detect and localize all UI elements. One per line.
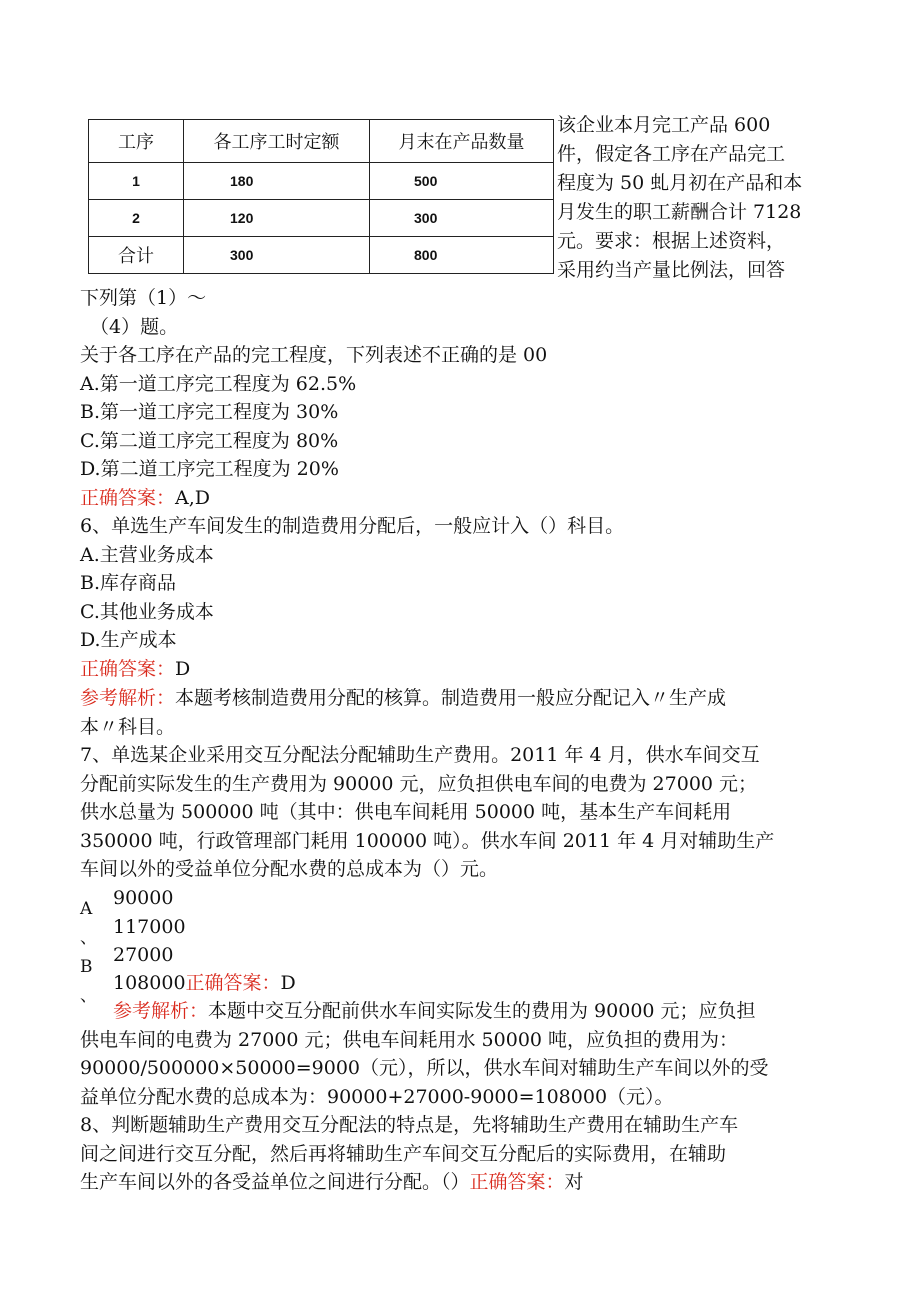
analysis-line — [80, 686, 726, 710]
option-c: C.其他业务成本 — [80, 601, 214, 623]
option-value: 117000 — [113, 916, 186, 938]
question-text: 间之间进行交互分配，然后再将辅助生产车间交互分配后的实际费用，在辅助 — [80, 1143, 727, 1165]
table-cell: 800 — [370, 237, 554, 274]
question-text: 生产车间以外的各受益单位之间进行分配。（） — [80, 1171, 470, 1193]
answer-label: 正确答案： — [80, 487, 176, 509]
question-text: 车间以外的受益单位分配水费的总成本为（）元。 — [80, 858, 499, 880]
option-b: B.库存商品 — [80, 572, 177, 594]
analysis-line: 90000/500000×50000=9000（元），所以，供水车间对辅助生产车间以外的受 — [80, 1057, 769, 1079]
analysis-text: 本题考核制造费用分配的核算。制造费用一般应分配记入〃生产成 — [175, 687, 727, 709]
option-d: D.第二道工序完工程度为 20% — [80, 458, 339, 480]
table-row — [89, 200, 554, 237]
analysis-line: 本〃科目。 — [80, 716, 176, 738]
answer-label: 正确答案： — [80, 658, 176, 680]
table-header-cell: 月末在产品数量 — [370, 120, 554, 163]
option-a: A.第一道工序完工程度为 62.5% — [80, 373, 357, 395]
analysis-line — [113, 999, 756, 1023]
analysis-label: 参考解析： — [113, 1000, 209, 1022]
analysis-line: 供电车间的电费为 27000 元；供电车间耗用水 50000 吨，应负担的费用为： — [80, 1029, 739, 1051]
option-d: D.生产成本 — [80, 629, 177, 651]
answer-label: 正确答案： — [469, 1171, 565, 1193]
intro-line: 月发生的职工薪酬合计 7128 — [557, 201, 802, 223]
table-cell: 2 — [89, 200, 184, 237]
option-c: C.第二道工序完工程度为 80% — [80, 430, 339, 452]
option-letter: A — [80, 899, 93, 919]
table-cell: 500 — [370, 163, 554, 200]
intro-line: （4）题。 — [90, 316, 179, 338]
question-text: 分配前实际发生的生产费用为 90000 元，应负担供电车间的电费为 27000 元； — [80, 773, 758, 795]
answer-line — [80, 1170, 584, 1194]
answer-value: D — [175, 658, 191, 680]
question-text: 8、判断题辅助生产费用交互分配法的特点是，先将辅助生产费用在辅助生产车 — [80, 1114, 739, 1136]
table-header-cell: 工序 — [89, 120, 184, 163]
question-text: 7、单选某企业采用交互分配法分配辅助生产费用。2011 年 4 月，供水车间交互 — [80, 744, 760, 766]
process-table — [88, 119, 554, 274]
question-text: 350000 吨，行政管理部门耗用 100000 吨）。供水车间 2011 年 4 月对辅助生产 — [80, 830, 775, 852]
analysis-label: 参考解析： — [80, 687, 176, 709]
table-cell: 120 — [184, 200, 370, 237]
intro-line: 采用约当产量比例法，回答 — [557, 259, 786, 281]
answer-value: D — [280, 972, 296, 994]
option-separator: 、 — [80, 986, 97, 1006]
option-value: 108000 — [113, 972, 186, 994]
question-text: 供水总量为 500000 吨（其中：供电车间耗用 50000 吨，基本生产车间耗用 — [80, 801, 732, 823]
option-a: A.主营业务成本 — [80, 544, 214, 566]
intro-line: 该企业本月完工产品 600 — [557, 114, 771, 136]
answer-value: 对 — [564, 1171, 584, 1193]
table-header-row — [89, 120, 554, 163]
question-text: 关于各工序在产品的完工程度，下列表述不正确的是 00 — [80, 344, 548, 366]
answer-label: 正确答案： — [185, 972, 281, 994]
option-b: B.第一道工序完工程度为 30% — [80, 401, 339, 423]
table-cell: 合计 — [89, 237, 184, 274]
answer-line — [80, 486, 210, 510]
analysis-text: 本题中交互分配前供水车间实际发生的费用为 90000 元；应负担 — [208, 1000, 756, 1022]
table-header-cell: 各工序工时定额 — [184, 120, 370, 163]
option-letter: B — [80, 957, 93, 977]
table-cell: 300 — [184, 237, 370, 274]
intro-line: 程度为 50 虬月初在产品和本 — [557, 172, 803, 194]
intro-line: 元。要求：根据上述资料， — [557, 230, 786, 252]
question-text: 6、单选生产车间发生的制造费用分配后，一般应计入（）科目。 — [80, 515, 625, 537]
analysis-line: 益单位分配水费的总成本为：90000+27000-9000=108000（元）。 — [80, 1086, 674, 1108]
table-row — [89, 237, 554, 274]
answer-line — [80, 657, 190, 681]
table-cell: 1 — [89, 163, 184, 200]
intro-line: 件，假定各工序在产品完工 — [557, 143, 786, 165]
option-value: 27000 — [113, 944, 174, 966]
table-cell: 180 — [184, 163, 370, 200]
option-value: 90000 — [113, 887, 174, 909]
answer-value: A,D — [175, 487, 211, 509]
option-separator: 、 — [80, 928, 97, 948]
intro-line: 下列第（1）～ — [80, 287, 207, 309]
table-row — [89, 163, 554, 200]
table-cell: 300 — [370, 200, 554, 237]
answer-line — [113, 971, 296, 995]
